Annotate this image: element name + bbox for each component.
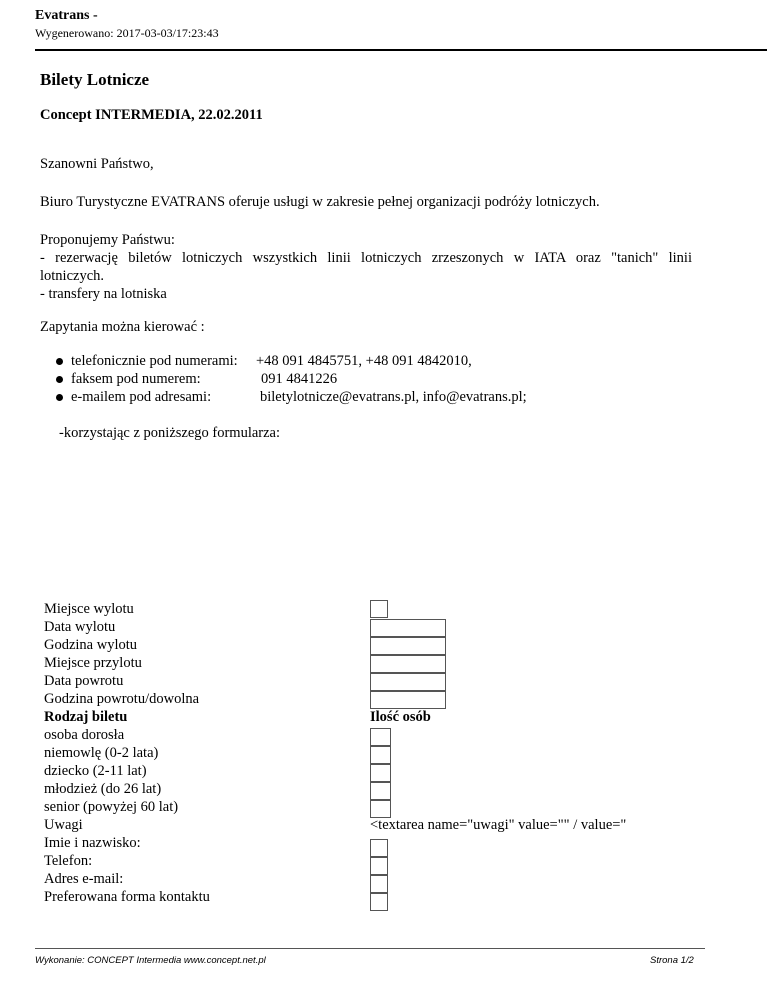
footer-divider xyxy=(35,948,705,949)
label-departure-place: Miejsce wylotu xyxy=(44,601,134,617)
offer-heading: Proponujemy Państwu: xyxy=(40,232,175,248)
document-header-title: Evatrans - xyxy=(35,8,98,23)
greeting: Szanowni Państwo, xyxy=(40,156,154,172)
bullet-icon xyxy=(56,394,63,401)
return-time-input[interactable] xyxy=(370,691,446,709)
persons-count-header: Ilość osób xyxy=(370,709,431,725)
label-arrival-place: Miejsce przylotu xyxy=(44,655,142,671)
label-preferred-contact: Preferowana forma kontaktu xyxy=(44,889,210,905)
label-youth: młodzież (do 26 lat) xyxy=(44,781,162,797)
list-item xyxy=(56,388,576,406)
footer-credit: Wykonanie: CONCEPT Intermedia www.concept.net.pl xyxy=(35,955,266,966)
contact-heading: Zapytania można kierować : xyxy=(40,319,205,335)
header-divider xyxy=(35,49,767,51)
contact-label-phone: telefonicznie pod numerami: xyxy=(71,353,238,369)
departure-date-input[interactable] xyxy=(370,619,446,637)
label-return-time: Godzina powrotu/dowolna xyxy=(44,691,200,707)
page-title: Bilety Lotnicze xyxy=(40,70,150,89)
contact-value-fax: 091 4841226 xyxy=(261,371,338,387)
return-date-input[interactable] xyxy=(370,673,446,691)
page-subtitle: Concept INTERMEDIA, 22.02.2011 xyxy=(40,107,263,123)
intro-paragraph: Biuro Turystyczne EVATRANS oferuje usługi w zakresie pełnej organizacji podróży lotniczych. xyxy=(40,194,600,210)
label-ticket-type: Rodzaj biletu xyxy=(44,709,128,725)
label-adult: osoba dorosła xyxy=(44,727,125,743)
departure-place-input[interactable] xyxy=(370,600,388,618)
offer-line-2: lotniczych. xyxy=(40,268,105,284)
bullet-icon xyxy=(56,376,63,383)
label-notes: Uwagi xyxy=(44,817,83,833)
label-email: Adres e-mail: xyxy=(44,871,124,887)
bullet-icon xyxy=(56,358,63,365)
label-departure-time: Godzina wylotu xyxy=(44,637,138,653)
infant-count-input[interactable] xyxy=(370,746,391,764)
youth-count-input[interactable] xyxy=(370,782,391,800)
departure-time-input[interactable] xyxy=(370,637,446,655)
contact-value-phone: +48 091 4845751, +48 091 4842010, xyxy=(256,353,472,369)
email-input[interactable] xyxy=(370,875,388,893)
phone-input[interactable] xyxy=(370,857,388,875)
label-infant: niemowlę (0-2 lata) xyxy=(44,745,159,761)
label-full-name: Imie i nazwisko: xyxy=(44,835,141,851)
contact-label-email: e-mailem pod adresami: xyxy=(71,389,212,405)
full-name-input[interactable] xyxy=(370,839,388,857)
label-child: dziecko (2-11 lat) xyxy=(44,763,147,779)
offer-paragraph xyxy=(40,231,692,303)
list-item xyxy=(56,370,576,388)
contact-list xyxy=(56,352,576,406)
notes-raw-markup: <textarea name="uwagi" value="" / value=" xyxy=(370,817,627,833)
offer-line-3: - transfery na lotniska xyxy=(40,286,167,302)
label-departure-date: Data wylotu xyxy=(44,619,116,635)
adult-count-input[interactable] xyxy=(370,728,391,746)
list-item xyxy=(56,352,576,370)
child-count-input[interactable] xyxy=(370,764,391,782)
page-number: Strona 1/2 xyxy=(650,955,694,966)
label-phone: Telefon: xyxy=(44,853,93,869)
offer-line-1: - rezerwację biletów lotniczych wszystkich linii lotniczych zrzeszonych w IATA oraz "tanich" linii xyxy=(40,250,692,266)
contact-value-email: biletylotnicze@evatrans.pl, info@evatrans.pl; xyxy=(260,389,527,405)
contact-label-fax: faksem pod numerem: xyxy=(71,371,201,387)
arrival-place-input[interactable] xyxy=(370,655,446,673)
preferred-contact-input[interactable] xyxy=(370,893,388,911)
label-senior: senior (powyżej 60 lat) xyxy=(44,799,179,815)
label-return-date: Data powrotu xyxy=(44,673,124,689)
form-intro: -korzystając z poniższego formularza: xyxy=(59,425,281,441)
generated-timestamp: Wygenerowano: 2017-03-03/17:23:43 xyxy=(35,26,219,40)
